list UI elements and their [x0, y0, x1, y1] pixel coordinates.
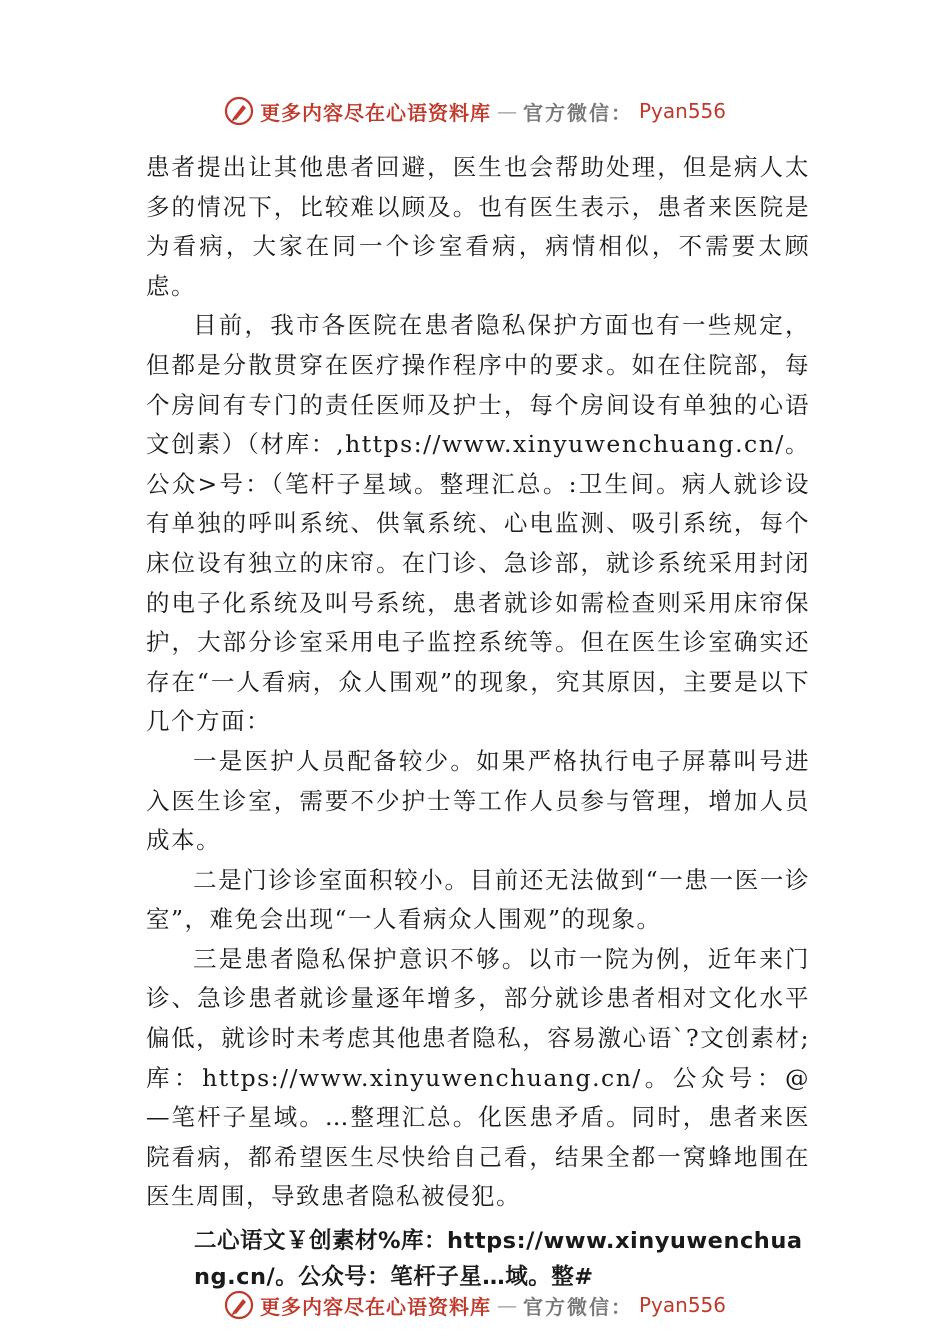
header-separator: —: [496, 99, 517, 123]
footer-official-label: 官方微信：: [522, 1294, 633, 1319]
pen-nib-logo-icon: [224, 1290, 254, 1320]
header-official-label: 官方微信：: [522, 100, 633, 125]
pen-nib-logo-icon: [224, 96, 254, 126]
page-header: [0, 96, 950, 126]
watermark-note: 二心语文￥创素材%库：https://www.xinyuwenchuang.cn/。公众号：笔杆子星…域。整#: [194, 1228, 803, 1291]
footer-separator: —: [496, 1293, 517, 1317]
paragraph-2: 目前，我市各医院在患者隐私保护方面也有一些规定，但都是分散贯穿在医疗操作程序中的要求。如在住院部，每个房间有专门的责任医师及护士，每个房间设有单独的心语文创素）（材库：,https://www.xinyuwenchuang.cn/。公众>号：（笔杆子星域。整理汇总。:卫生间。病人就诊设有单独的呼叫系统、供氧系统、心电监测、吸引系统，每个床位设有独立的床帘。在门诊、急诊部，就诊系统采用封闭的电子化系统及叫号系统，患者就诊如需检查则采用床帘保护，大部分诊室采用电子监控系统等。但在医生诊室确实还存在“一人看病，众人围观”的现象，究其原因，主要是以下几个方面：: [146, 311, 810, 736]
footer-brand-text: 更多内容尽在心语资料库: [259, 1294, 491, 1319]
page-footer: [0, 1290, 950, 1320]
footer-wechat-id: Pyan556: [638, 1293, 726, 1317]
paragraph-5: 三是患者隐私保护意识不够。以市一院为例，近年来门诊、急诊患者就诊量逐年增多，部分就诊患者相对文化水平偏低，就诊时未考虑其他患者隐私，容易激心语`?文创素材;库：https://www.xinyuwenchuang.cn/。公众号：@—笔杆子星域。…整理汇总。化医患矛盾。同时，患者来医院看病，都希望医生尽快给自己看，结果全都一窝蜂地围在医生周围，导致患者隐私被侵犯。: [146, 944, 810, 1211]
document-body: [146, 148, 810, 1295]
header-brand-text: 更多内容尽在心语资料库: [259, 100, 491, 125]
paragraph-4: 二是门诊诊室面积较小。目前还无法做到“一患一医一诊室”，难免会出现“一人看病众人围观”的现象。: [146, 865, 810, 934]
paragraph-1: 患者提出让其他患者回避，医生也会帮助处理，但是病人太多的情况下，比较难以顾及。也有医生表示，患者来医院是为看病，大家在同一个诊室看病，病情相似，不需要太顾虑。: [146, 153, 810, 300]
header-wechat-id: Pyan556: [638, 99, 726, 123]
paragraph-3: 一是医护人员配备较少。如果严格执行电子屏幕叫号进入医生诊室，需要不少护士等工作人员参与管理，增加人员成本。: [146, 746, 810, 855]
